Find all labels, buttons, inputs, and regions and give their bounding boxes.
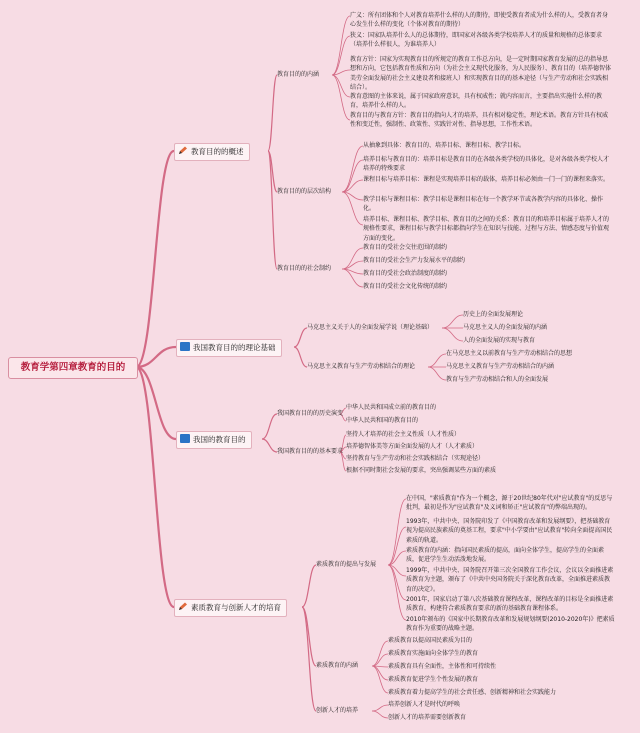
flag-icon: [180, 434, 190, 443]
leaf-labor-3: 教育与生产劳动相结合和人的全面发展: [446, 376, 549, 383]
leaf-constraint-1: 教育目的受社会交往范围的制约: [363, 244, 448, 251]
leaf-training-goal: 培养目标与教育目的：培养目标是教育目的在各级各类学校的具体化，是对各级各类学校人才培养的特殊要求: [363, 156, 610, 173]
connector-line: [302, 565, 316, 607]
connector-line: [262, 414, 277, 439]
connector-line: [372, 711, 388, 718]
leaf-quality-5: 素质教育着力提高学生的社会责任感、创新精神和社会实践能力: [388, 689, 557, 696]
connector-line: [342, 146, 363, 192]
connector-line: [342, 192, 363, 225]
connector-line: [136, 151, 174, 367]
leaf-proposal-1999: 1999年，中共中央、国务院召开第三次全国教育工作会议，会议以全面推进素质教育为主题，颁布了《中共中央国务院关于深化教育改革，全面推进素质教育的决定》。: [406, 567, 614, 593]
connector-line: [294, 347, 307, 367]
leaf-innovation-2: 创新人才的培养需要创新教育: [388, 714, 467, 721]
branch-label: 我国的教育目的: [193, 435, 246, 444]
leaf-course-goal: 课程目标与培养目标：课程是实现培养目标的载体，培养目标必须由一门一门的课程来落实。: [363, 176, 610, 183]
connector-line: [372, 654, 388, 666]
leaf-purpose-vs-policy: 教育目的与教育方针：教育目的指向人才的培养，具有相对稳定性，理论术语。教育方针具有权威性和变迁性，强制性、政策性、实践针对性、指导思想，工作性术语。: [350, 112, 609, 129]
leaf-theory-3: 人的全面发展的实现与教育: [463, 337, 536, 344]
leaf-proposal-1993: 1993年，中共中央、国务院印发了《中国教育改革和发展纲要》，把基础教育视为提高民族素质的奠基工程，要求"中小学要由"应试教育"转向全面提高国民素质的轨道。: [406, 518, 613, 544]
connector-line: [442, 315, 463, 328]
leaf-education-policy: 教育方针：国家为实现教育目的所规定的教育工作总方向，是一定时期国家教育发展的总的指导思想和方向，它包括教育性质和方向（为社会主义现代化服务，为人民服务）、教育目的（培养德智体美劳全面发展的社会主义建设者和接班人）和实现教育目的的基本途径（与生产劳动和社会实践相结合）。: [350, 56, 612, 92]
leaf-innovation-1: 培养创新人才是时代的呼唤: [388, 701, 461, 708]
connector-line: [442, 328, 463, 341]
leaf-teaching-goal: 教学目标与课程目标：教学目标是课程目标在每一个教学环节或各教学内容的具体化、操作化。: [363, 196, 604, 213]
connector-line: [342, 248, 363, 269]
leaf-labor-1: 在马克思主义以前教育与生产劳动相结合的思想: [446, 350, 573, 357]
connector-line: [332, 75, 350, 97]
leaf-proposal-connotation: 素质教育的内涵：指向国民素质的提高，面向全体学生，提高学生的全面素质，促进学生生动活泼地发展。: [406, 547, 605, 564]
leaf-proposal-origin: 在中国，"素质教育"作为一个概念，源于20世纪80年代对"应试教育"的反思与批判，最初是作为"应试教育"及义词和矫正"应试教育"的弊端出现的。: [406, 495, 613, 512]
connector-line: [332, 16, 350, 75]
connector-line: [388, 499, 406, 565]
leaf-quality-2: 素质教育实施面向全体学生的教育: [388, 650, 479, 657]
leaf-history-2: 中华人民共和国的教育目的: [346, 417, 419, 424]
sub-marx-labor[interactable]: 马克思主义教育与生产劳动相结合的理论: [307, 363, 416, 370]
flag-icon: [180, 342, 190, 351]
leaf-req-4: 根据不同时期社会发展的要求，突出强调某些方面的素质: [346, 467, 497, 474]
connector-line: [342, 160, 363, 192]
connector-line: [302, 607, 316, 711]
branch-our-purpose[interactable]: [176, 431, 252, 449]
leaf-abstract-to-concrete: 从抽象到具体：教育目的、培养目标、课程目标、教学目标。: [363, 142, 526, 149]
leaf-history-1: 中华人民共和国成立前的教育目的: [346, 404, 437, 411]
branch-quality-education[interactable]: [174, 599, 287, 617]
sub-history[interactable]: 我国教育目的的历史演变: [277, 410, 344, 417]
pen-icon: [178, 145, 188, 154]
sub-social-constraints[interactable]: 教育目的的社会制约: [277, 265, 332, 272]
root-topic[interactable]: 教育学第四章教育的目的: [8, 357, 138, 379]
connector-line: [294, 328, 307, 347]
branch-purpose-overview[interactable]: [174, 143, 250, 161]
sub-basic-requirements[interactable]: 我国教育目的的基本要求: [277, 448, 344, 455]
branch-theory-basis[interactable]: [176, 339, 282, 357]
leaf-req-3: 坚持教育与生产劳动和社会实践相结合（实现途径）: [346, 455, 485, 462]
leaf-req-2: 培养德智体美等方面全面发展的人才（人才素质）: [346, 443, 479, 450]
connector-line: [372, 641, 388, 666]
connector-line: [332, 75, 350, 120]
leaf-constraint-2: 教育目的受社会生产力发展水平的制约: [363, 257, 466, 264]
leaf-constraint-4: 教育目的受社会文化传统的制约: [363, 283, 448, 290]
leaf-narrow-sense: 狭义：国家队培养什么人的总体期待，即国家对各级各类学校培养人才的质量和规格的总体要求（培养什么样很人，为谁培养人）: [350, 32, 603, 49]
leaf-theory-2: 马克思主义人的全面发展的内涵: [463, 324, 548, 331]
connector-line: [428, 354, 446, 367]
sub-quality-connotation[interactable]: 素质教育的内涵: [316, 662, 359, 669]
branch-label: 素质教育与创新人才的培育: [191, 603, 281, 612]
connector-line: [332, 36, 350, 75]
connector-line: [388, 565, 406, 620]
branch-label: 我国教育目的的理论基础: [193, 343, 276, 352]
leaf-quality-3: 素质教育具有全面性，主体性和可持续性: [388, 663, 497, 670]
connector-line: [372, 705, 388, 711]
connector-line: [372, 666, 388, 680]
leaf-req-1: 坚持人才培养的社会主义性质（人才性质）: [346, 431, 461, 438]
connector-line: [428, 367, 446, 380]
sub-connotation[interactable]: 教育目的的内涵: [277, 71, 320, 78]
leaf-quality-1: 素质教育以提高国民素质为目的: [388, 637, 473, 644]
sub-innovation[interactable]: 创新人才的培养: [316, 707, 359, 714]
connector-line: [268, 75, 277, 151]
leaf-proposal-2010: 2010年颁布的《国家中长期教育改革和发展规划纲要(2010-2020年)》把素质教育作为重要的战略主题。: [406, 616, 615, 633]
leaf-constraint-3: 教育目的受社会政治制度的制约: [363, 270, 448, 277]
pen-icon: [178, 601, 188, 610]
leaf-labor-2: 马克思主义教育与生产劳动相结合的内涵: [446, 363, 555, 370]
sub-proposal[interactable]: 素质教育的提出与发展: [316, 561, 377, 568]
leaf-theory-1: 历史上的全面发展理论: [463, 311, 524, 318]
sub-marx-development[interactable]: 马克思主义关于人的全面发展学说（理论基础）: [307, 324, 434, 331]
leaf-proposal-2001: 2001年，国家启动了第八次基础教育课程改革，课程改革的目标是全面推进素质教育，构建符合素质教育要求的新的基础教育课程体系。: [406, 596, 614, 613]
connector-line: [342, 261, 363, 269]
leaf-goal-relations: 培养目标、课程目标、教学目标、教育目的之间的关系：教育目的和培养目标属于培养人才的规格性要求，课程目标与教学目标都指向学生在知识与技能、过程与方法、情感态度与价值观方面的变化。: [363, 216, 610, 242]
leaf-quality-4: 素质教育促进学生个性发展的教育: [388, 676, 479, 683]
sub-hierarchy[interactable]: 教育目的的层次结构: [277, 188, 332, 195]
leaf-broad-sense: 广义：所有团体和个人对教育培养什么样的人的期待，即使受教育者成为什么样的人，受教育者身心发生什么样的变化（个体对教育的期待）: [350, 12, 609, 29]
leaf-intent-subject: 教育意图的主体来说，属于国家政府意识，具有权威性；就内容而言，主要指出实施什么样的教育，培养什么样的人。: [350, 93, 603, 110]
branch-label: 教育目的的概述: [191, 147, 244, 156]
connector-line: [262, 439, 277, 452]
